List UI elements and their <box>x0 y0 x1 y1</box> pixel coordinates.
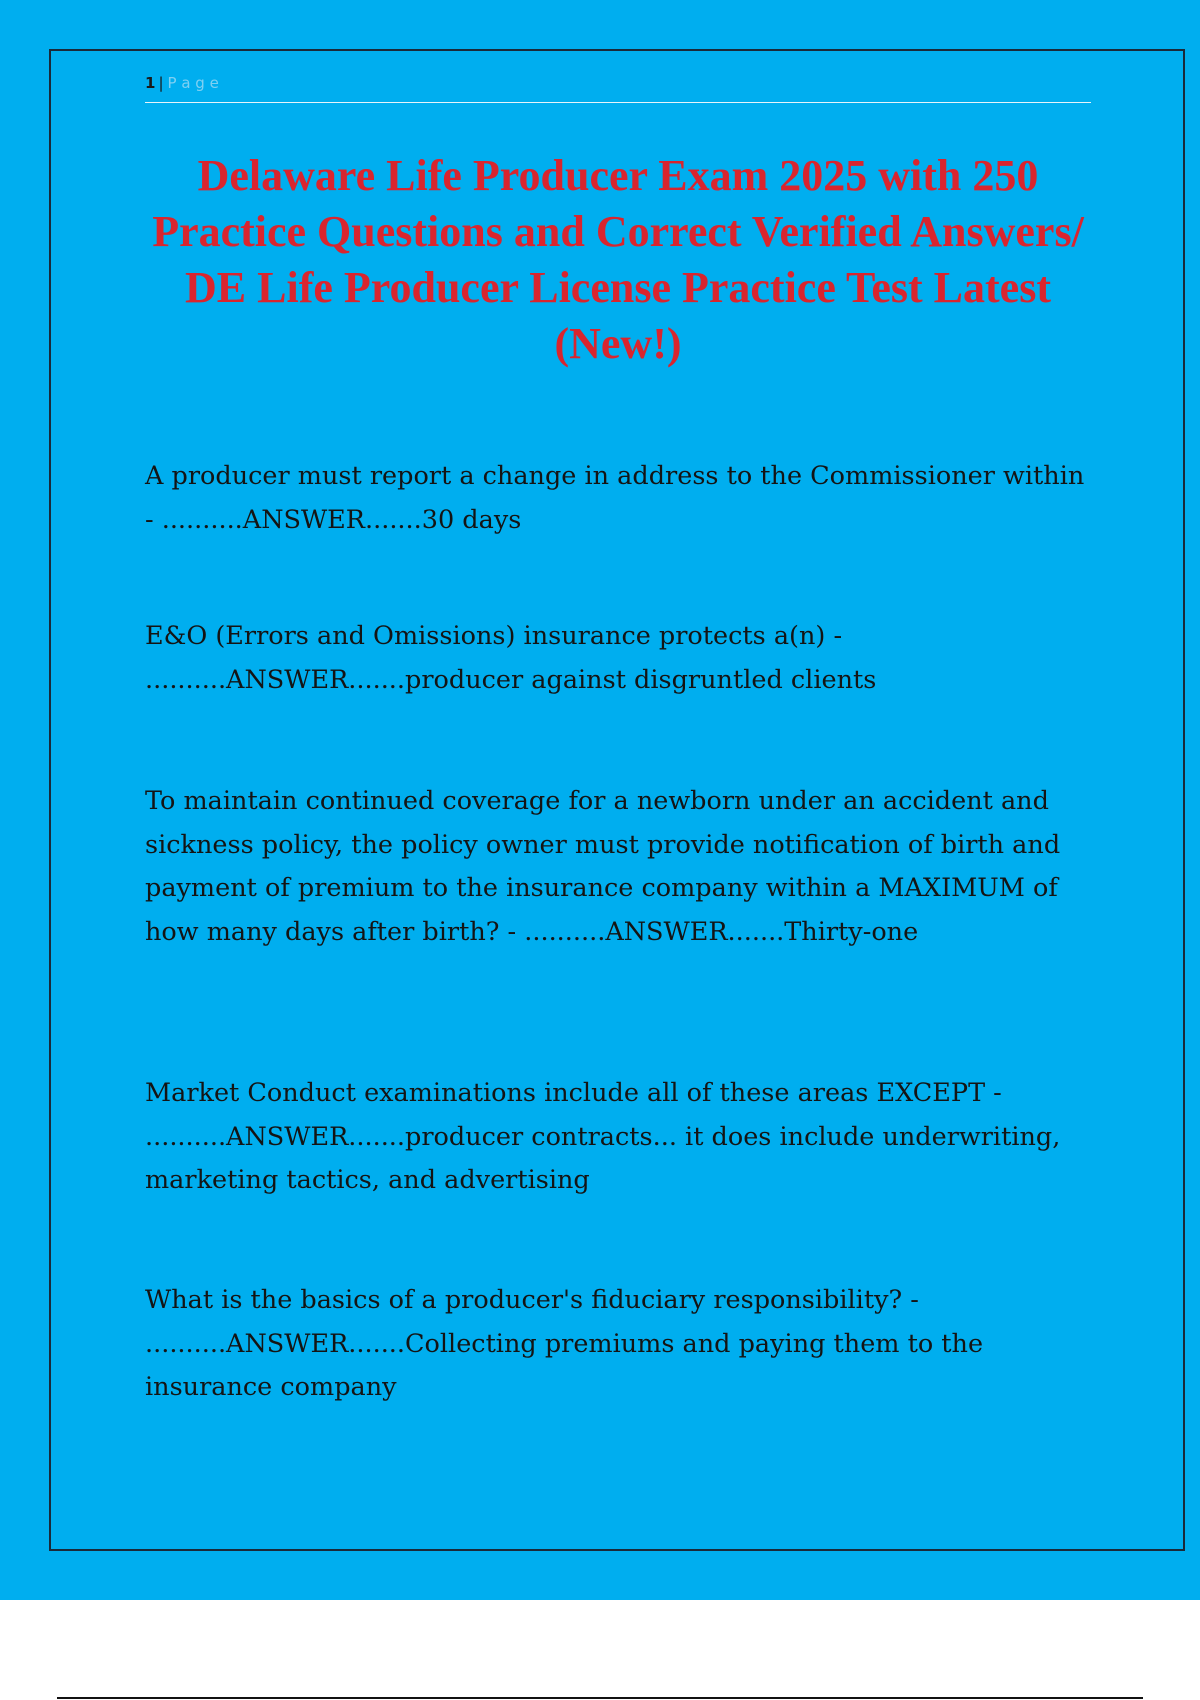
qa-item: A producer must report a change in address to the Commissioner within - ..........ANSWER.......30 days <box>145 461 1085 535</box>
page-header <box>145 74 1091 103</box>
footer-divider <box>57 1697 1143 1699</box>
page-label: P a g e <box>167 74 219 92</box>
qa-item: E&O (Errors and Omissions) insurance protects a(n) - ..........ANSWER.......producer against disgruntled clients <box>145 621 877 695</box>
document-title: Delaware Life Producer Exam 2025 with 250 Practice Questions and Correct Verified Answers/ DE Life Producer License Practice Test Latest (New!) <box>152 151 1084 368</box>
qa-item: To maintain continued coverage for a newborn under an accident and sickness policy, the policy owner must provide notification of birth and payment of premium to the insurance company within a MAXIMUM of how many days after birth? - ..........ANSWER.......Thirty-one <box>145 786 1061 947</box>
qa-item: What is the basics of a producer's fiduciary responsibility? - ..........ANSWER.......Collecting premiums and paying them to the insurance company <box>145 1285 984 1402</box>
qa-item: Market Conduct examinations include all of these areas EXCEPT - ..........ANSWER.......producer contracts... it does include underwriting, marketing tactics, and advertising <box>145 1078 1061 1195</box>
page-number: 1 <box>145 74 156 92</box>
page-separator: | <box>158 74 164 92</box>
